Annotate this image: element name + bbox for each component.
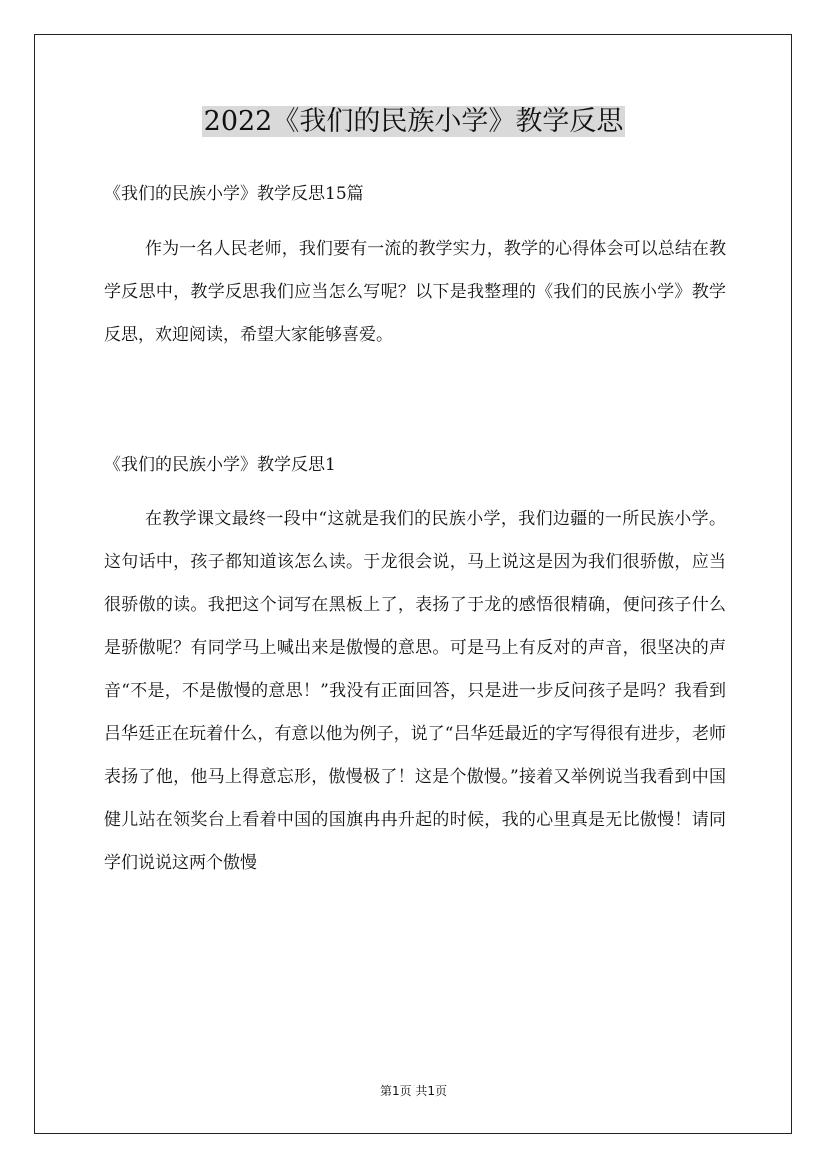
page-footer: 第1页 共1页 [379,1084,448,1098]
section-heading: 《我们的民族小学》教学反思1 [104,455,336,475]
document-title-text: 2022《我们的民族小学》教学反思 [203,106,624,137]
document-title [0,102,827,142]
section-body-paragraph: 在教学课文最终一段中“这就是我们的民族小学，我们边疆的一所民族小学。这句话中，孩子都知道该怎么读。于龙很会说，马上说这是因为我们很骄傲，应当很骄傲的读。我把这个词写在黑板上了，表扬了于龙的感悟很精确，便问孩子什么是骄傲呢？有同学马上喊出来是傲慢的意思。可是马上有反对的声音，很坚决的声音“不是，不是傲慢的意思！”我没有正面回答，只是进一步反问孩子是吗？我看到吕华廷正在玩着什么，有意以他为例子，说了“吕华廷最近的字写得很有进步，老师表扬了他，他马上得意忘形，傲慢极了！这是个傲慢。”接着又举例说当我看到中国健儿站在领奖台上看着中国的国旗冉冉升起的时候，我的心里真是无比傲慢！请同学们说说这两个傲慢 [104,509,726,873]
intro-paragraph: 作为一名人民老师，我们要有一流的教学实力，教学的心得体会可以总结在教学反思中，教学反思我们应当怎么写呢？以下是我整理的《我们的民族小学》教学反思，欢迎阅读，希望大家能够喜爱。 [104,239,726,345]
document-subtitle: 《我们的民族小学》教学反思15篇 [104,184,364,204]
